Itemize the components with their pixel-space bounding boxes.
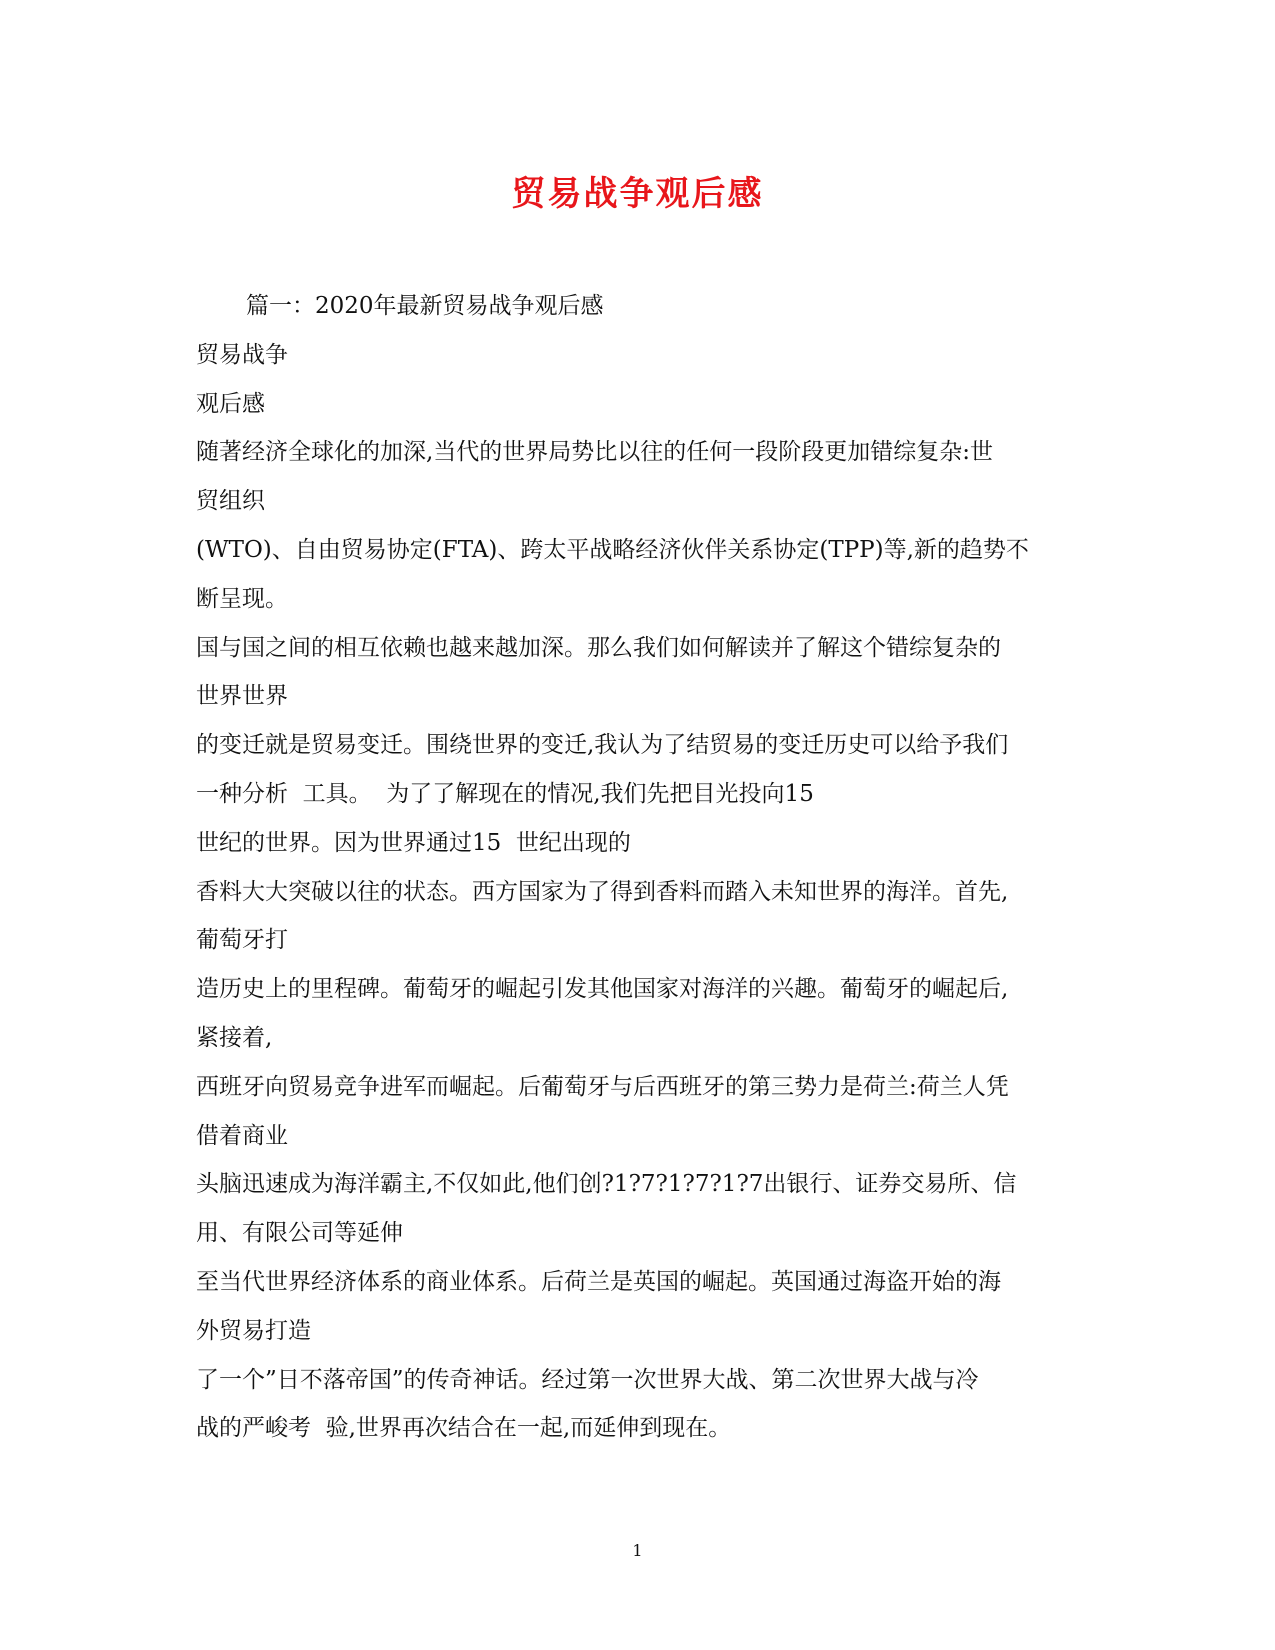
document-body — [196, 282, 1096, 1453]
body-line: 头脑迅速成为海洋霸主,不仅如此,他们创?1?7?1?7?1?7出银行、证券交易所、信 — [196, 1171, 1017, 1198]
body-line: 用、有限公司等延伸 — [196, 1220, 403, 1247]
body-line: 世界世界 — [196, 683, 288, 710]
body-line: 国与国之间的相互依赖也越来越加深。那么我们如何解读并了解这个错综复杂的 — [196, 634, 1001, 661]
body-line: 造历史上的里程碑。葡萄牙的崛起引发其他国家对海洋的兴趣。葡萄牙的崛起后, — [196, 976, 1009, 1003]
page-number: 1 — [632, 1541, 643, 1560]
body-line: 世纪的世界。因为世界通过15 世纪出现的 — [196, 829, 631, 856]
body-line: 断呈现。 — [196, 585, 288, 612]
body-line: 战的严峻考 验,世界再次结合在一起,而延伸到现在。 — [196, 1415, 732, 1442]
body-line: 的变迁就是贸易变迁。围绕世界的变迁,我认为了结贸易的变迁历史可以给予我们 — [196, 732, 1009, 759]
body-line: 至当代世界经济体系的商业体系。后荷兰是英国的崛起。英国通过海盗开始的海 — [196, 1268, 1001, 1295]
body-line: 随著经济全球化的加深,当代的世界局势比以往的任何一段阶段更加错综复杂:世 — [196, 439, 994, 466]
document-title: 贸易战争观后感 — [511, 174, 764, 214]
body-line: 贸易战争 — [196, 341, 288, 368]
body-line: 外贸易打造 — [196, 1317, 311, 1344]
body-line: (WTO)、自由贸易协定(FTA)、跨太平战略经济伙伴关系协定(TPP)等,新的趋势不 — [196, 536, 1029, 563]
section-heading: 篇一：2020年最新贸易战争观后感 — [246, 293, 604, 319]
body-line: 了一个”日不落帝国”的传奇神话。经过第一次世界大战、第二次世界大战与冷 — [196, 1366, 979, 1393]
body-line: 借着商业 — [196, 1122, 288, 1149]
body-line: 贸组织 — [196, 488, 265, 515]
body-line: 西班牙向贸易竞争进军而崛起。后葡萄牙与后西班牙的第三势力是荷兰:荷兰人凭 — [196, 1073, 1009, 1100]
body-line: 观后感 — [196, 390, 265, 417]
body-line: 葡萄牙打 — [196, 927, 288, 954]
body-line: 紧接着, — [196, 1024, 273, 1051]
body-line: 香料大大突破以往的状态。西方国家为了得到香料而踏入未知世界的海洋。首先, — [196, 878, 1009, 905]
body-line: 一种分析 工具。 为了了解现在的情况,我们先把目光投向15 — [196, 780, 814, 807]
